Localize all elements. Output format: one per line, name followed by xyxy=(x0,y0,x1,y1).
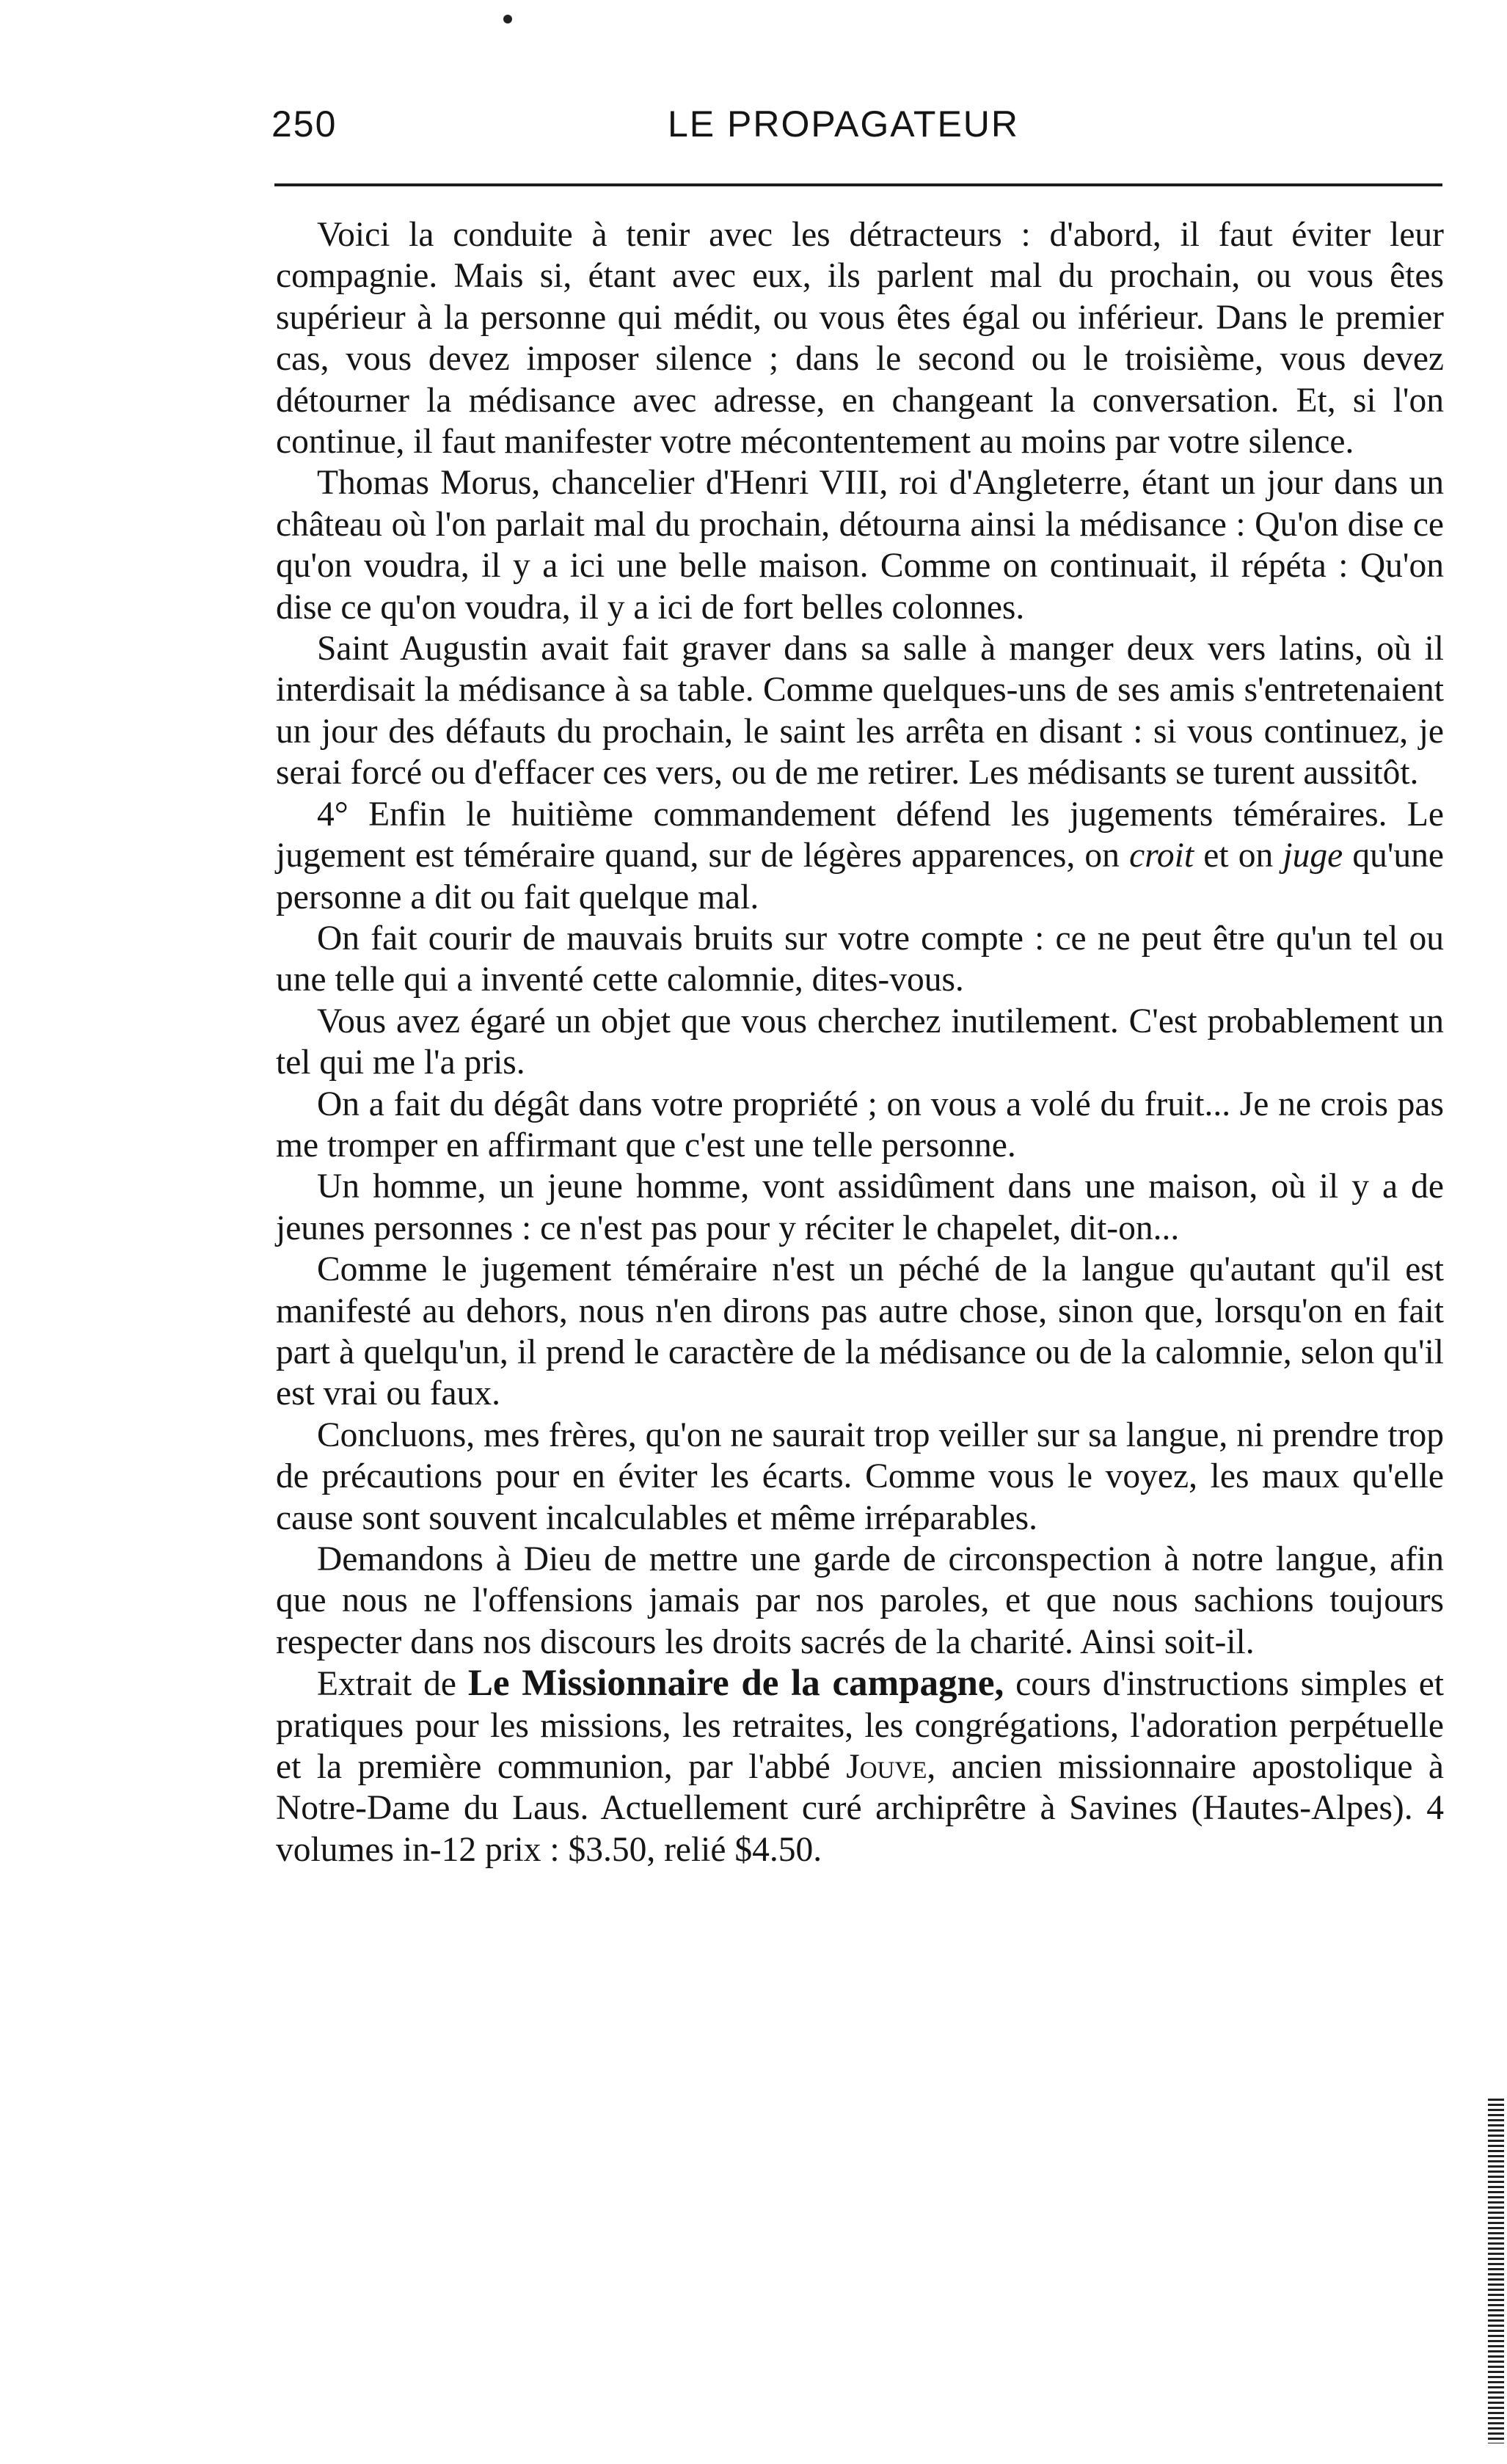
scan-edge-artifact xyxy=(1488,2099,1504,2443)
author-name: Jouve xyxy=(846,1748,927,1787)
extract-details: , ancien missionnaire apostolique à Notre-Dame du Laus. Actuellement curé archiprêtre à Savines (Hautes-Alpes). 4 volumes in-12 prix : $3.50, relié $4.50. xyxy=(276,1748,1444,1869)
italic-juge: juge xyxy=(1282,836,1343,875)
header-rule xyxy=(274,183,1442,186)
paragraph-sin-of-tongue: Comme le jugement téméraire n'est un péché de la langue qu'autant qu'il est manifesté au dehors, nous n'en dirons pas autre chose, sinon que, lorsqu'on en fait part à quelqu'un, il prend le caractère de la médisance ou de la calomnie, selon qu'il est vrai ou faux. xyxy=(276,1250,1444,1413)
paragraph-lost-object: Vous avez égaré un objet que vous cherchez inutilement. C'est probablement un tel qui me l'a pris. xyxy=(276,1002,1444,1082)
paragraph-bad-rumors: On fait courir de mauvais bruits sur votre compte : ce ne peut être qu'un tel ou une telle qui a inventé cette calomnie, dites-vous. xyxy=(276,919,1444,999)
page-header xyxy=(271,97,1453,148)
paragraph-stolen-fruit: On a fait du dégât dans votre propriété ; on vous a volé du fruit... Je ne crois pas me tromper en affirmant que c'est une telle personne. xyxy=(276,1085,1444,1164)
extract-description: cours d'instructions simples et pratiques pour les missions, les retraites, les congrégations, l'adoration perpétuelle et la première communion, par l'abbé xyxy=(276,1665,1444,1787)
paragraph-conclusion: Concluons, mes frères, qu'on ne saurait trop veiller sur sa langue, ni prendre trop de précautions pour en éviter les écarts. Comme vous le voyez, les maux qu'elle cause sont souvent incalculables et même irréparables. xyxy=(276,1415,1444,1537)
rash-judgment-text-a: 4° Enfin le huitième commandement défend les jugements téméraires. Le jugement est téméraire quand, sur de légères apparences, on xyxy=(276,795,1444,875)
paragraph-detractors: Voici la conduite à tenir avec les détracteurs : d'abord, il faut éviter leur compagnie. Mais si, étant avec eux, ils parlent mal du prochain, ou vous êtes supérieur à la personne qui médit, ou vous êtes égal ou inférieur. Dans le premier cas, vous devez imposer silence ; dans le second ou le troisième, vous devez détourner la médisance avec adresse, en changeant la conversation. Et, si l'on continue, il faut manifester votre mécontentement au moins par votre silence. xyxy=(276,216,1444,462)
running-title: LE PROPAGATEUR xyxy=(668,103,1020,145)
rash-judgment-text-c: qu'une personne a dit ou fait quelque mal. xyxy=(276,836,1445,916)
paragraph-young-man: Un homme, un jeune homme, vont assidûment dans une maison, où il y a de jeunes personnes : ce n'est pas pour y réciter le chapelet, dit-on... xyxy=(276,1167,1444,1247)
italic-croit: croit xyxy=(1129,836,1194,875)
paragraph-prayer: Demandons à Dieu de mettre une garde de circonspection à notre langue, afin que nous ne l'offensions jamais par nos paroles, et que nous sachions toujours respecter dans nos discours les droits sacrés de la charité. Ainsi soit-il. xyxy=(276,1540,1444,1661)
print-speck xyxy=(503,15,512,23)
paragraph-book-extract xyxy=(276,1663,1444,1870)
extract-prefix: Extrait de xyxy=(317,1665,468,1704)
rash-judgment-text-b: et on xyxy=(1194,836,1283,875)
book-title: Le Missionnaire de la campagne, xyxy=(467,1663,1004,1705)
page-number: 250 xyxy=(271,103,337,145)
paragraph-saint-augustin: Saint Augustin avait fait graver dans sa salle à manger deux vers latins, où il interdisait la médisance à sa table. Comme quelques-uns de ses amis s'entretenaient un jour des défauts du prochain, le saint les arrêta en disant : si vous continuez, je serai forcé ou d'effacer ces vers, ou de me retirer. Les médisants se turent aussitôt. xyxy=(276,630,1444,792)
paragraph-rash-judgment xyxy=(276,794,1444,918)
paragraph-thomas-morus: Thomas Morus, chancelier d'Henri VIII, roi d'Angleterre, étant un jour dans un château où l'on parlait mal du prochain, détourna ainsi la médisance : Qu'on dise ce qu'on voudra, il y a ici une belle maison. Comme on continuait, il répéta : Qu'on dise ce qu'on voudra, il y a ici de fort belles colonnes. xyxy=(276,464,1444,627)
page-body xyxy=(276,214,1444,1870)
